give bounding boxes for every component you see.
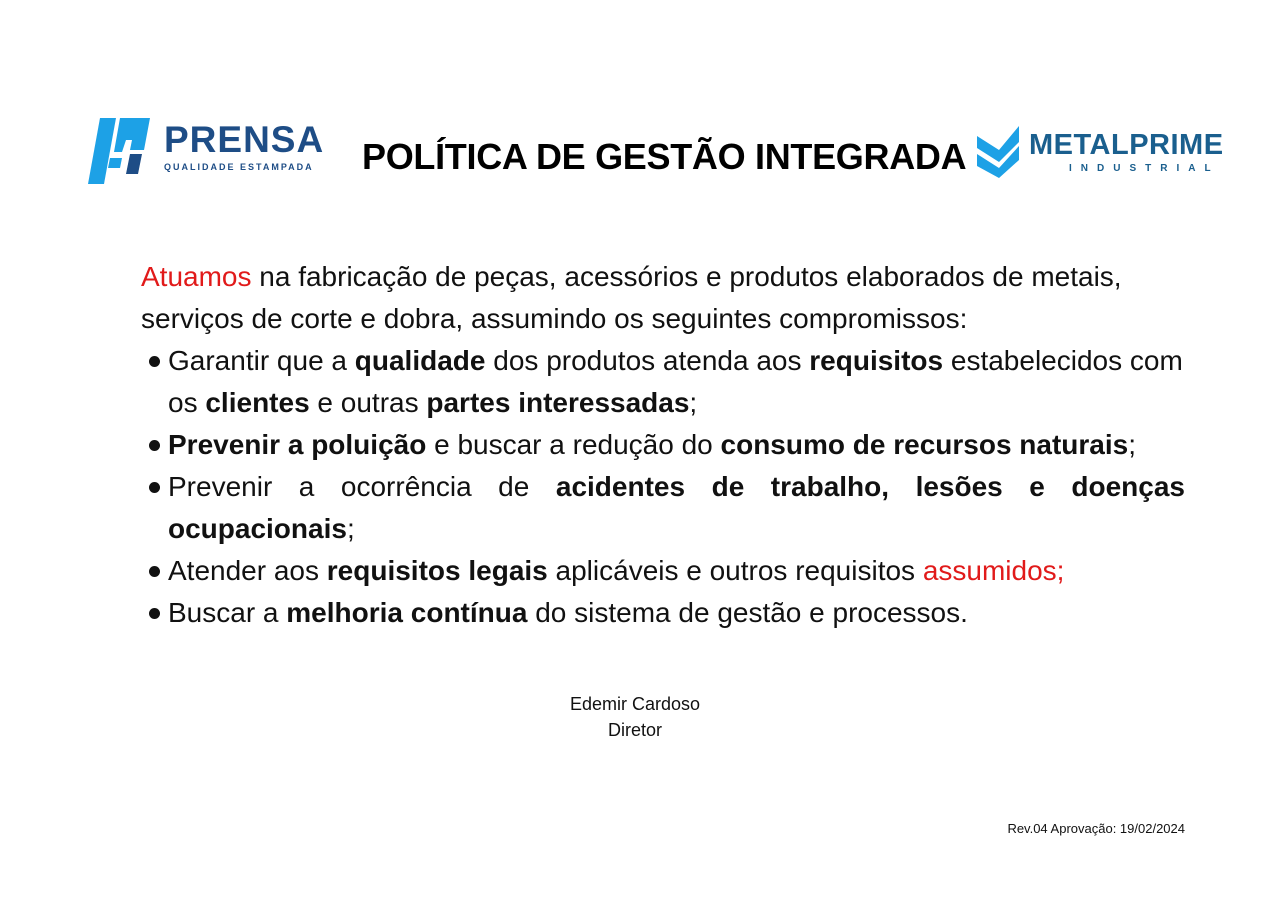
signature-block	[535, 691, 735, 743]
list-item	[141, 466, 1185, 550]
item-text: dos produtos atenda aos	[485, 345, 810, 376]
intro-paragraph	[141, 256, 1185, 340]
item-text: ;	[1128, 429, 1136, 460]
item-bold: requisitos	[809, 345, 944, 376]
item-bold: clientes	[205, 387, 310, 418]
metalprime-logo-mark-icon	[975, 122, 1023, 180]
list-item	[141, 550, 1185, 592]
metalprime-logo	[975, 120, 1250, 182]
item-text: Buscar a	[168, 597, 287, 628]
item-text: Atender aos	[168, 555, 327, 586]
item-bold: consumo de recursos naturais	[720, 429, 1129, 460]
item-highlight: assumidos;	[922, 555, 1065, 586]
commitments-list	[141, 340, 1185, 634]
prensa-logo-tagline: QUALIDADE ESTAMPADA	[164, 162, 314, 172]
item-bold: melhoria contínua	[286, 597, 528, 628]
item-text: Prevenir a ocorrência de	[168, 471, 556, 502]
list-item	[141, 592, 1185, 634]
list-item	[141, 340, 1185, 424]
item-text: e outras	[309, 387, 427, 418]
item-text: estabelecidos com os	[168, 345, 1183, 418]
item-bold: acidentes de trabalho, lesões e doenças ocupacionais	[168, 471, 1185, 544]
item-text: ;	[346, 513, 355, 544]
item-text: e buscar a redução do	[426, 429, 721, 460]
metalprime-logo-subtitle: INDUSTRIAL	[1069, 163, 1220, 174]
prensa-logo-name: PRENSA	[164, 119, 325, 160]
intro-highlight: Atuamos	[141, 261, 252, 292]
list-item	[141, 424, 1185, 466]
revision-info: Rev.04 Aprovação: 19/02/2024	[1007, 821, 1185, 836]
page-title: POLÍTICA DE GESTÃO INTEGRADA	[362, 136, 967, 177]
item-bold: requisitos legais	[326, 555, 548, 586]
signer-role: Diretor	[607, 720, 662, 740]
item-text: ;	[689, 387, 698, 418]
item-text: do sistema de gestão e processos.	[527, 597, 968, 628]
item-bold: partes interessadas	[426, 387, 690, 418]
item-text: aplicáveis e outros requisitos	[547, 555, 923, 586]
item-bold: Prevenir a poluição	[168, 429, 427, 460]
intro-text: na fabricação de peças, acessórios e produtos elaborados de metais, serviços de corte e dobra, assumindo os seguintes compromissos:	[141, 261, 1122, 334]
item-bold: qualidade	[354, 345, 486, 376]
prensa-logo-mark-icon	[86, 116, 156, 186]
metalprime-logo-name: METALPRIME	[1029, 129, 1224, 161]
policy-content	[141, 256, 1185, 634]
signer-name: Edemir Cardoso	[569, 694, 701, 714]
prensa-logo	[86, 116, 325, 186]
item-text: Garantir que a	[168, 345, 355, 376]
